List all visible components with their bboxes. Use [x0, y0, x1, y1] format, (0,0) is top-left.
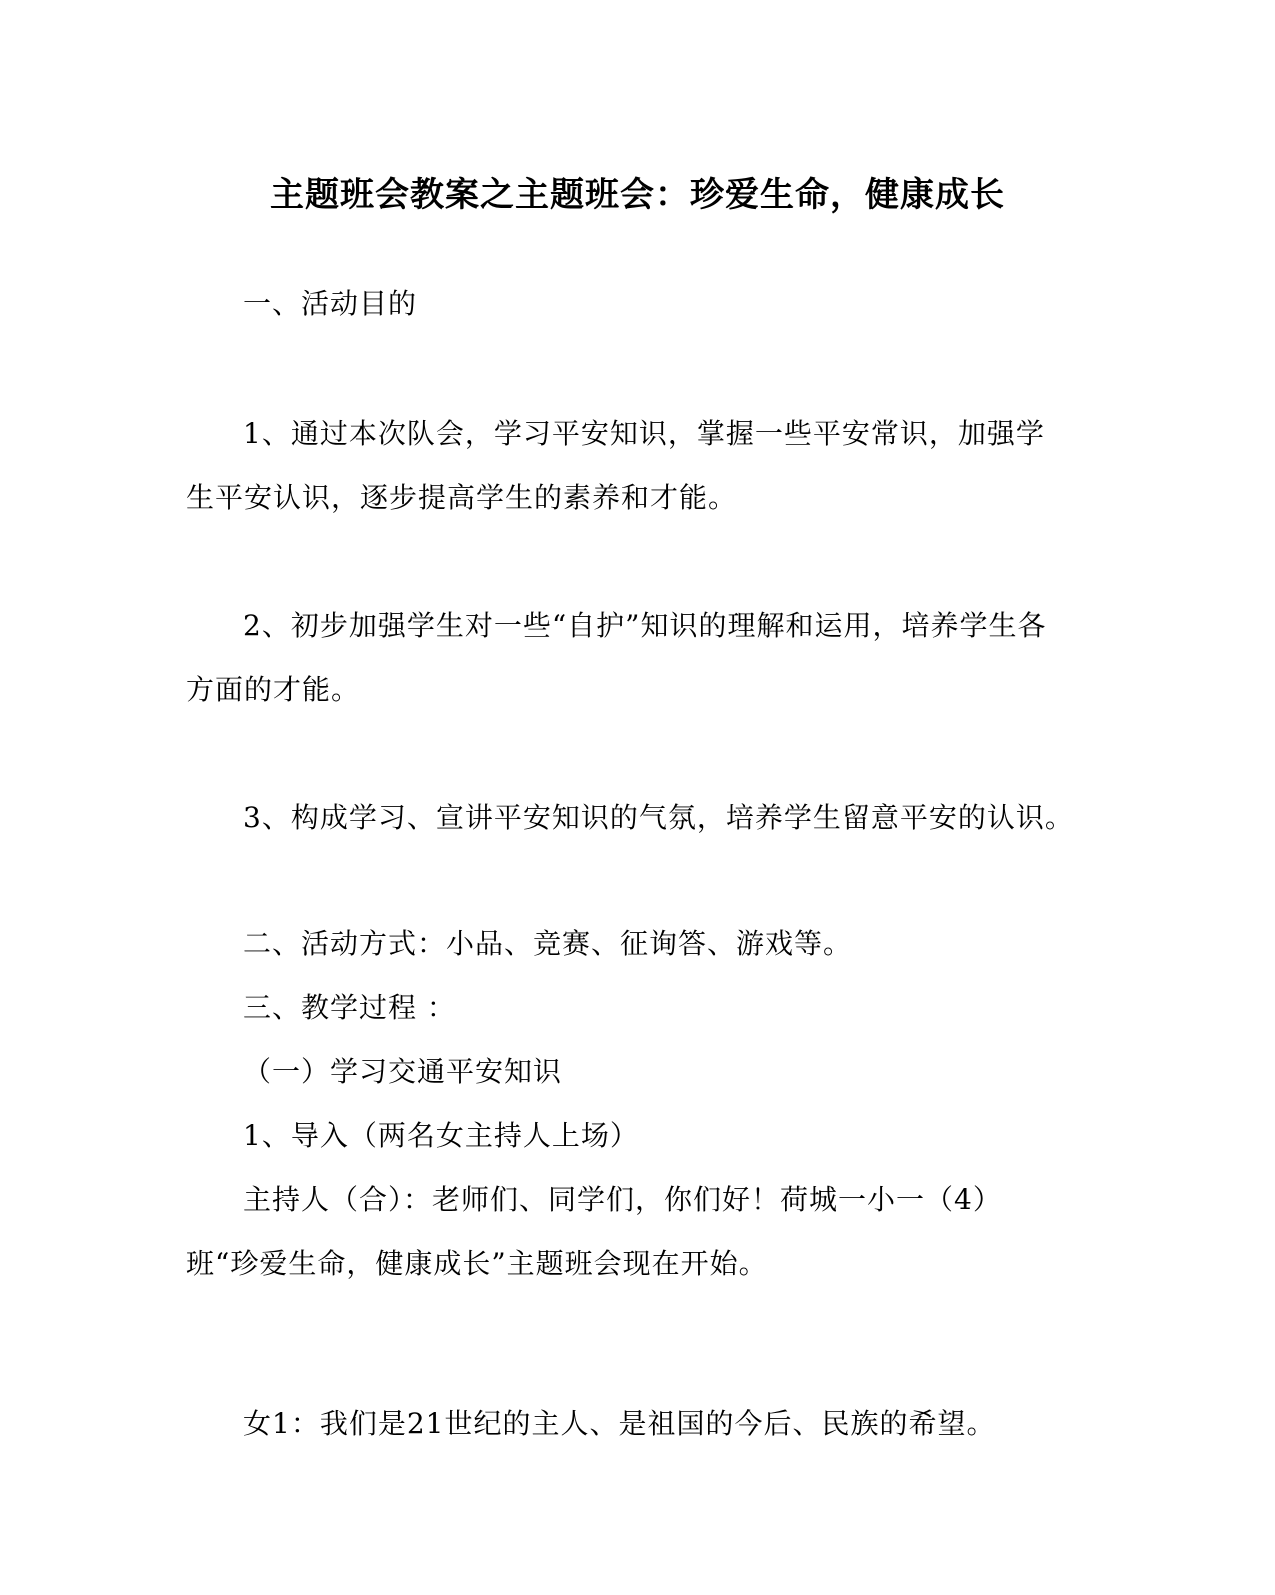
- paragraph-introduction: 1、导入（两名女主持人上场）: [243, 1119, 639, 1152]
- paragraph-host-opening: 主持人（合）：老师们、同学们，你们好！荷城一小一（4）班“珍爱生命，健康成长”主题班会现在开始。: [186, 1183, 1002, 1280]
- document-title: 主题班会教案之主题班会：珍爱生命，健康成长: [270, 175, 1005, 215]
- paragraph-girl1-line: 女1：我们是21世纪的主人、是祖国的今后、民族的希望。: [243, 1407, 996, 1440]
- section-heading-teaching-process: 三、教学过程 ：: [243, 991, 456, 1024]
- paragraph-goal-3: 3、构成学习、宣讲平安知识的气氛，培养学生留意平安的认识。: [243, 801, 1074, 834]
- section-heading-activity-form: 二、活动方式：小品、竞赛、征询答、游戏等。: [243, 927, 853, 960]
- paragraph-goal-1: 1、通过本次队会，学习平安知识，掌握一些平安常识，加强学生平安认识，逐步提高学生的素养和才能。: [186, 417, 1045, 514]
- paragraph-goal-2: 2、初步加强学生对一些“自护”知识的理解和运用，培养学生各方面的才能。: [186, 609, 1047, 706]
- subsection-heading-traffic-safety: （一）学习交通平安知识: [243, 1055, 563, 1088]
- section-heading-activity-goal: 一、活动目的: [243, 287, 418, 320]
